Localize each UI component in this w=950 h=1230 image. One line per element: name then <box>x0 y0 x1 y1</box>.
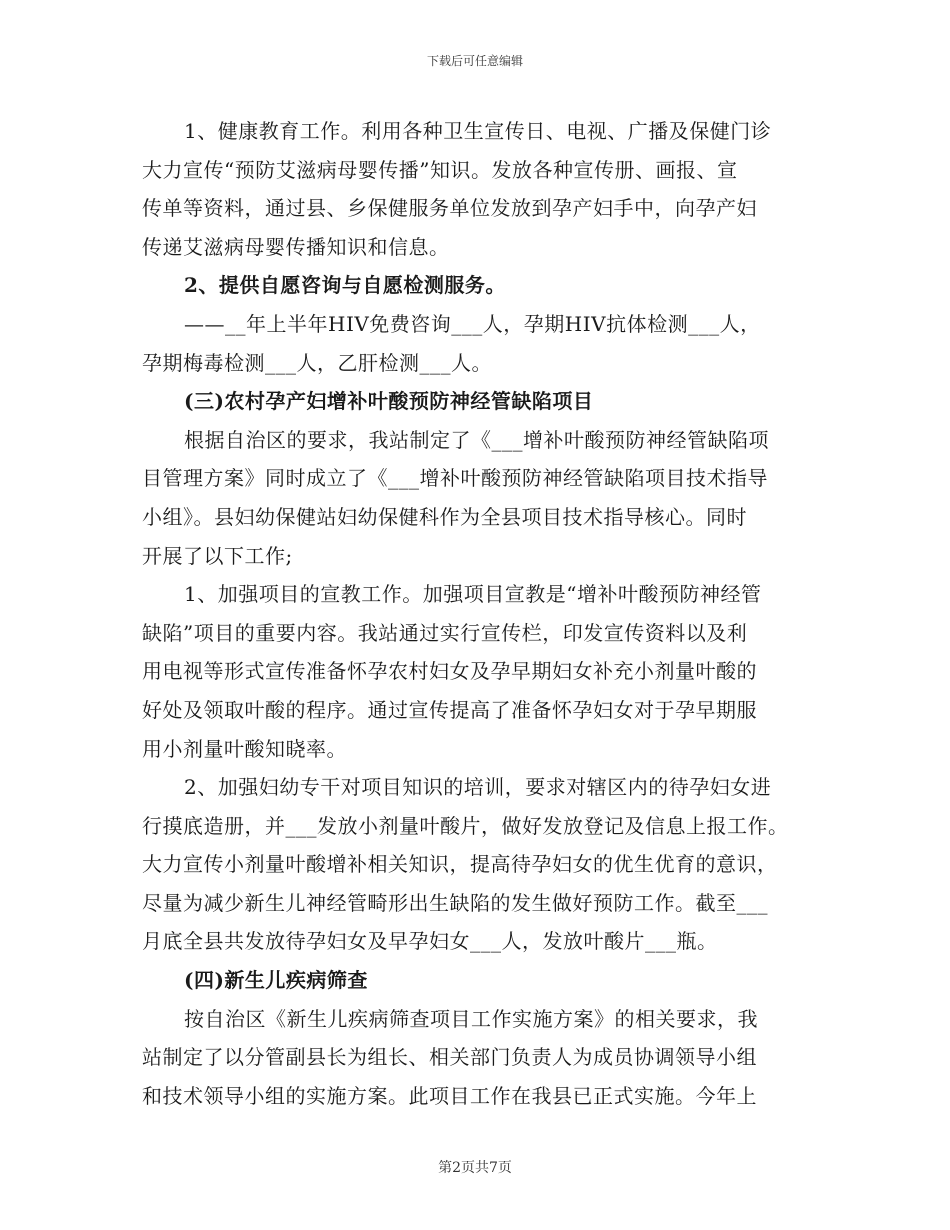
text-line: 和技术领导小组的实施方案。此项目工作在我县已正式实施。今年上 <box>142 1083 757 1108</box>
text-line: 小组》。县妇幼保健站妇幼保健科作为全县项目技术指导核心。同时 <box>142 504 747 529</box>
text-line: 根据自治区的要求，我站制定了《___增补叶酸预防神经管缺陷项 <box>184 427 769 452</box>
text-line: 大力宣传“预防艾滋病母婴传播”知识。发放各种宣传册、画报、宣 <box>142 157 738 182</box>
text-line: 用电视等形式宣传准备怀孕农村妇女及孕早期妇女补充小剂量叶酸的 <box>142 659 757 684</box>
text-line: 1、加强项目的宣教工作。加强项目宣教是“增补叶酸预防神经管 <box>184 582 762 607</box>
text-line: 好处及领取叶酸的程序。通过宣传提高了准备怀孕妇女对于孕早期服 <box>142 697 757 722</box>
text-line: 传单等资料，通过县、乡保健服务单位发放到孕产妇手中，向孕产妇 <box>142 196 757 221</box>
text-line: 开展了以下工作; <box>142 543 293 568</box>
text-line: 月底全县共发放待孕妇女及早孕妇女___人，发放叶酸片___瓶。 <box>142 929 718 954</box>
text-line: 1、健康教育工作。利用各种卫生宣传日、电视、广播及保健门诊 <box>184 119 772 143</box>
document-body <box>142 112 812 1115</box>
text-line: 缺陷”项目的重要内容。我站通过实行宣传栏，印发宣传资料以及利 <box>142 620 748 645</box>
text-line: 传递艾滋病母婴传播知识和信息。 <box>142 234 450 259</box>
page-header: 下载后可任意编辑 <box>426 54 523 68</box>
text-line: 2、加强妇幼专干对项目知识的培训，要求对辖区内的待孕妇女进 <box>184 775 772 800</box>
text-line: 目管理方案》同时成立了《___增补叶酸预防神经管缺陷项目技术指导 <box>142 466 768 491</box>
page-number: 第2页共7页 <box>438 1160 512 1176</box>
section-heading: 2、提供自愿咨询与自愿检测服务。 <box>184 273 506 298</box>
text-line: 尽量为减少新生儿神经管畸形出生缺陷的发生做好预防工作。截至___ <box>142 890 768 915</box>
text-line: 孕期梅毒检测___人，乙肝检测___人。 <box>142 350 492 375</box>
text-line: 行摸底造册，并___发放小剂量叶酸片，做好发放登记及信息上报工作。 <box>142 813 789 838</box>
text-line: 站制定了以分管副县长为组长、相关部门负责人为成员协调领导小组 <box>142 1045 757 1070</box>
text-line: ——__年上半年HIV免费咨询___人，孕期HIV抗体检测___人， <box>184 311 761 336</box>
section-heading: (三)农村孕产妇增补叶酸预防神经管缺陷项目 <box>184 389 594 414</box>
text-line: 按自治区《新生儿疾病筛查项目工作实施方案》的相关要求，我 <box>184 1006 758 1031</box>
text-line: 大力宣传小剂量叶酸增补相关知识，提高待孕妇女的优生优育的意识， <box>142 852 778 877</box>
section-heading: (四)新生儿疾病筛查 <box>184 968 368 993</box>
text-line: 用小剂量叶酸知晓率。 <box>142 736 347 761</box>
